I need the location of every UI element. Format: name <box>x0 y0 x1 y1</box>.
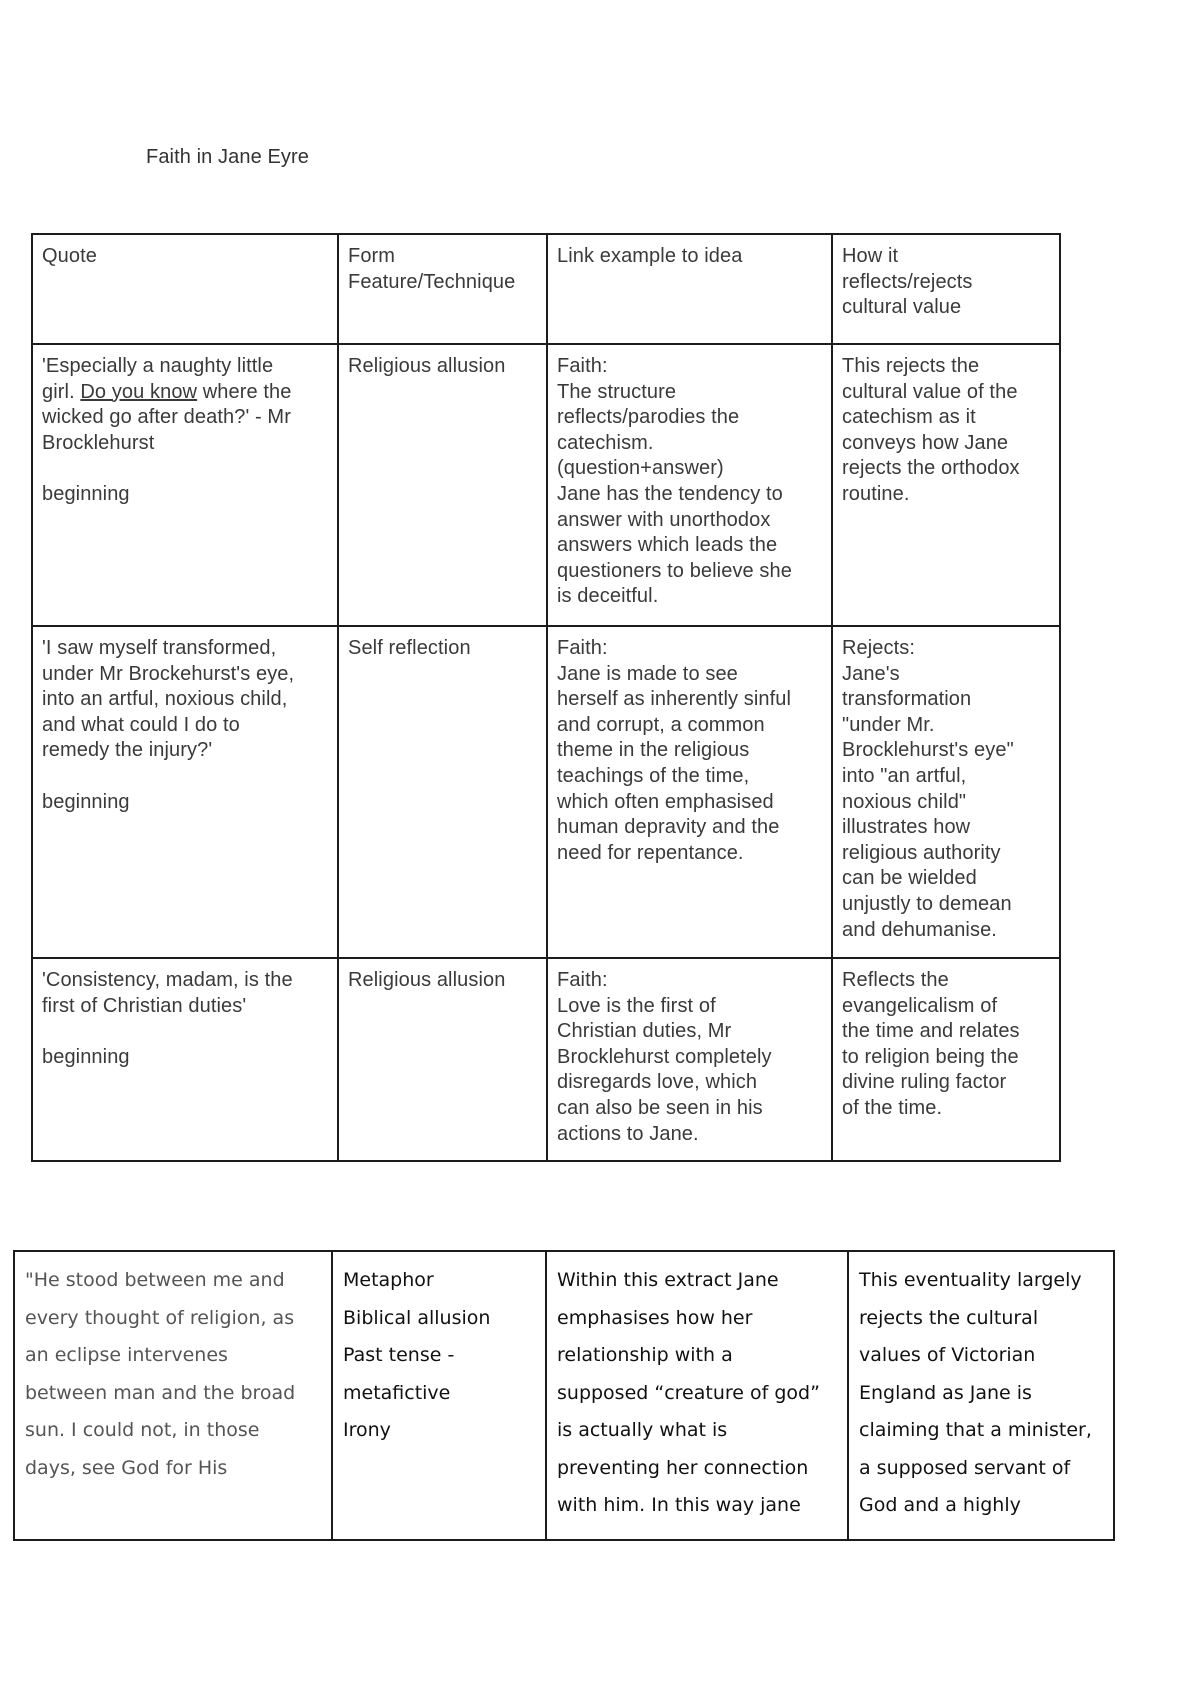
table-header-row <box>32 234 1060 344</box>
quote-location: beginning <box>42 482 130 505</box>
link-cell: Faith: Jane is made to see herself as inherently sinful and corrupt, a common theme in the religious teachings of the time, which often emphasised human depravity and the need for repentance. <box>547 626 832 958</box>
second-analysis-table <box>13 1250 1115 1541</box>
value-cell: This eventuality largely rejects the cultural values of Victorian England as Jane is claiming that a minister, a supposed servant of God and a highly <box>848 1251 1114 1540</box>
table-row <box>32 958 1060 1161</box>
table-row <box>32 626 1060 958</box>
table-row <box>14 1251 1114 1540</box>
technique-cell: Metaphor Biblical allusion Past tense - metafictive Irony <box>332 1251 546 1540</box>
quote-cell: "He stood between me and every thought of religion, as an eclipse intervenes between man and the broad sun. I could not, in those days, see God for His <box>14 1251 332 1540</box>
technique-cell: Religious allusion <box>338 344 547 626</box>
link-cell: Within this extract Jane emphasises how her relationship with a supposed “creature of god” is actually what is preventing her connection with him. In this way jane <box>546 1251 848 1540</box>
quote-location: beginning <box>42 790 130 813</box>
header-value: How it reflects/rejects cultural value <box>832 234 1060 344</box>
underlined-text: Do you know <box>80 380 198 403</box>
header-technique: Form Feature/Technique <box>338 234 547 344</box>
value-cell: Reflects the evangelicalism of the time and relates to religion being the divine ruling factor of the time. <box>832 958 1060 1161</box>
value-cell: Rejects: Jane's transformation "under Mr. Brocklehurst's eye" into "an artful, noxious child" illustrates how religious authority can be wielded unjustly to demean and dehumanise. <box>832 626 1060 958</box>
value-cell: This rejects the cultural value of the catechism as it conveys how Jane rejects the orthodox routine. <box>832 344 1060 626</box>
technique-cell: Religious allusion <box>338 958 547 1161</box>
technique-cell: Self reflection <box>338 626 547 958</box>
quote-location: beginning <box>42 1045 130 1068</box>
analysis-table <box>31 233 1061 1162</box>
quote-cell: 'I saw myself transformed, under Mr Brockehurst's eye, into an artful, noxious child, and what could I do to remedy the injury?' beginning <box>32 626 338 958</box>
link-cell: Faith: The structure reflects/parodies the catechism. (question+answer) Jane has the tendency to answer with unorthodox answers which leads the questioners to believe she is deceitful. <box>547 344 832 626</box>
document-title: Faith in Jane Eyre <box>146 146 309 168</box>
header-quote: Quote <box>32 234 338 344</box>
link-cell: Faith: Love is the first of Christian duties, Mr Brocklehurst completely disregards love, which can also be seen in his actions to Jane. <box>547 958 832 1161</box>
quote-cell: 'Consistency, madam, is the first of Christian duties' beginning <box>32 958 338 1161</box>
table-row <box>32 344 1060 626</box>
header-link: Link example to idea <box>547 234 832 344</box>
quote-cell: 'Especially a naughty little girl. Do you know where the wicked go after death?' - Mr Brocklehurst beginning <box>32 344 338 626</box>
